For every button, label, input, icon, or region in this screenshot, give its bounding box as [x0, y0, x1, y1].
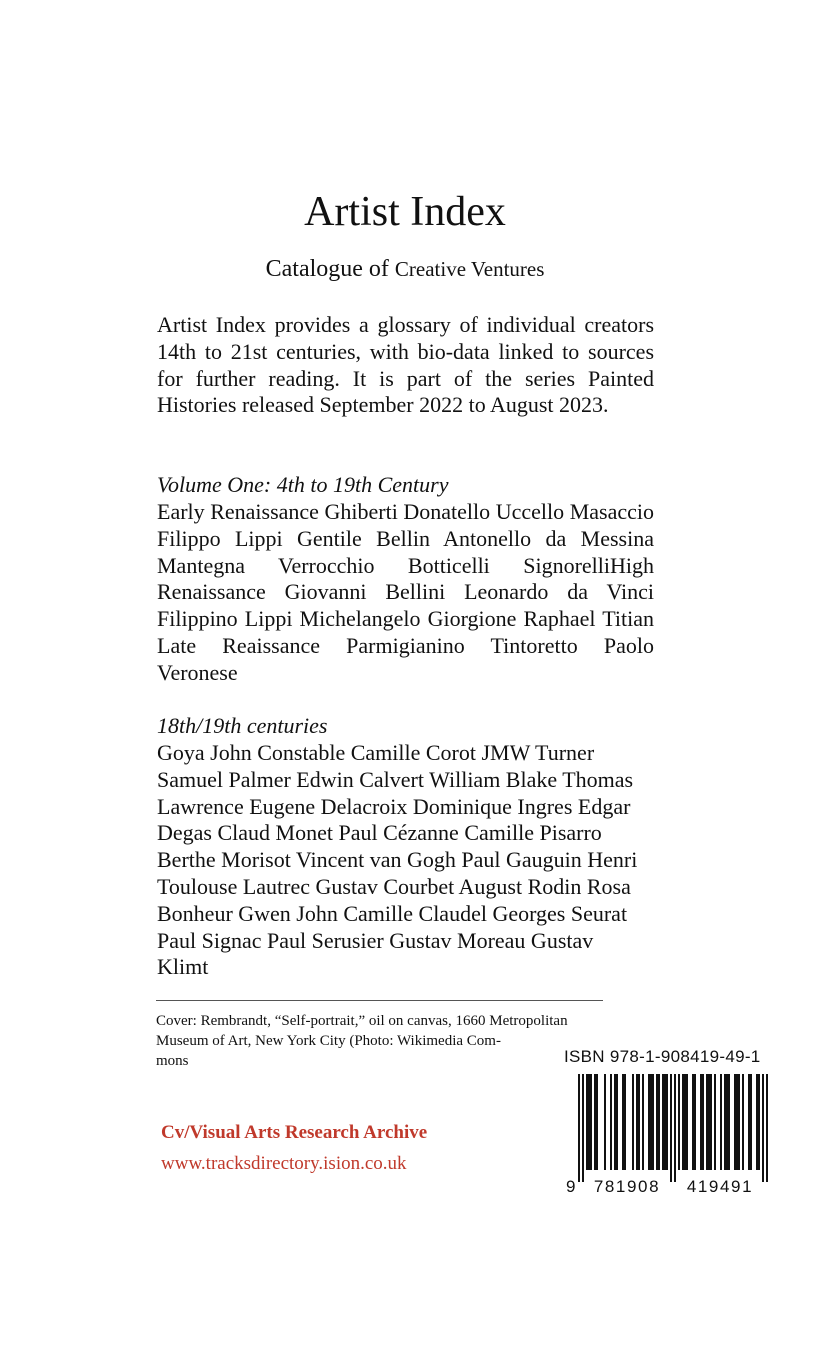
barcode-bar	[636, 1074, 638, 1170]
barcode-bar	[656, 1074, 658, 1170]
barcode-bar	[624, 1074, 626, 1170]
barcode-bar	[596, 1074, 598, 1170]
barcode-bar	[588, 1074, 590, 1170]
publisher-url[interactable]: www.tracksdirectory.ision.co.uk	[161, 1153, 407, 1174]
barcode-bar	[614, 1074, 616, 1170]
footnote-divider	[156, 1000, 603, 1001]
barcode-bar	[682, 1074, 684, 1170]
cover-credit-line-1: Cover: Rembrandt, “Self-portrait,” oil on canvas, 1660 Metropolitan	[156, 1013, 568, 1029]
barcode-bar	[652, 1074, 654, 1170]
barcode-bar	[650, 1074, 652, 1170]
barcode-bar	[710, 1074, 712, 1170]
barcode-bar	[666, 1074, 668, 1170]
barcode-graphic	[560, 1072, 788, 1196]
isbn-label: ISBN 978-1-908419-49-1	[564, 1047, 761, 1066]
barcode-bar	[702, 1074, 704, 1170]
barcode-bar	[708, 1074, 710, 1170]
barcode-bar	[748, 1074, 750, 1170]
intro-paragraph: Artist Index provides a glossary of individual creators 14th to 21st centuries, with bio-data linked to sources for further reading. It is part of the series Painted Histories released September 2022 to August 2023.	[157, 312, 654, 418]
barcode-right-digits: 419491	[686, 1177, 754, 1196]
cover-credit-line-3: mons	[156, 1053, 189, 1069]
barcode-bar	[638, 1074, 640, 1170]
barcode-bar	[642, 1074, 644, 1170]
barcode-bar	[594, 1074, 596, 1170]
isbn-barcode	[560, 1044, 788, 1194]
book-subtitle	[0, 254, 810, 284]
barcode-bar	[586, 1074, 588, 1170]
barcode-bar	[578, 1074, 580, 1182]
barcode-bar	[742, 1074, 744, 1170]
barcode-bar	[720, 1074, 722, 1170]
barcode-bar	[632, 1074, 634, 1170]
barcode-bar	[736, 1074, 738, 1170]
barcode-lead-digit: 9	[566, 1177, 576, 1196]
book-title: Artist Index	[304, 189, 506, 235]
barcode-bar	[758, 1074, 760, 1170]
centuries-artist-list: Goya John Constable Camille Corot JMW Turner Samuel Palmer Edwin Calvert William Blake Thomas Lawrence Eugene Delacroix Dominique Ingres Edgar Degas Claud Monet Paul Cézanne Camille Pisarro Berthe Morisot Vincent van Gogh Paul Gauguin Henri Toulouse Lautrec Gustav Courbet August Rodin Rosa Bonheur Gwen John Camille Claudel Georges Seurat Paul Signac Paul Serusier Gustav Moreau Gustav Klimt	[157, 740, 638, 980]
subtitle-main: Catalogue of	[265, 256, 389, 282]
barcode-bar	[582, 1074, 584, 1182]
barcode-bar	[766, 1074, 768, 1182]
barcode-bar	[664, 1074, 666, 1170]
barcode-bar	[684, 1074, 686, 1170]
barcode-bar	[706, 1074, 708, 1170]
barcode-bar	[658, 1074, 660, 1170]
volume-one-heading: Volume One: 4th to 19th Century	[157, 472, 449, 497]
barcode-bar	[686, 1074, 688, 1170]
barcode-bar	[590, 1074, 592, 1170]
barcode-bar	[700, 1074, 702, 1170]
cover-credit-note	[156, 1011, 611, 1071]
barcode-bar	[726, 1074, 728, 1170]
barcode-bar	[714, 1074, 716, 1170]
publisher-name: Cv/Visual Arts Research Archive	[161, 1122, 428, 1143]
barcode-left-digits: 781908	[593, 1177, 661, 1196]
barcode-bar	[616, 1074, 618, 1170]
cover-credit-line-2: Museum of Art, New York City (Photo: Wikimedia Com-	[156, 1033, 501, 1049]
barcode-bar	[734, 1074, 736, 1170]
barcode-bar	[678, 1074, 680, 1170]
barcode-bar	[694, 1074, 696, 1170]
barcode-bar	[724, 1074, 726, 1170]
barcode-bar	[674, 1074, 676, 1182]
barcode-bar	[648, 1074, 650, 1170]
barcode-bar	[762, 1074, 764, 1182]
volume-one-artist-list: Early Renaissance Ghiberti Donatello Uccello Masaccio Filippo Lippi Gentile Bellin Antonello da Messina Mantegna Verrocchio Botticelli SignorelliHigh Renaissance Giovanni Bellini Leonardo da Vinci Filippino Lippi Michelangelo Giorgione Raphael Titian Late Reaissance Parmigianino Tintoretto Paolo Veronese	[157, 499, 654, 685]
barcode-bar	[610, 1074, 612, 1170]
barcode-bar	[692, 1074, 694, 1170]
barcode-bar	[604, 1074, 606, 1170]
barcode-bar	[622, 1074, 624, 1170]
barcode-bar	[756, 1074, 758, 1170]
barcode-bar	[670, 1074, 672, 1182]
barcode-bar	[738, 1074, 740, 1170]
barcode-bar	[728, 1074, 730, 1170]
barcode-bar	[662, 1074, 664, 1170]
subtitle-rest: Creative Ventures	[394, 257, 545, 281]
barcode-bar	[750, 1074, 752, 1170]
centuries-heading: 18th/19th centuries	[157, 713, 328, 738]
